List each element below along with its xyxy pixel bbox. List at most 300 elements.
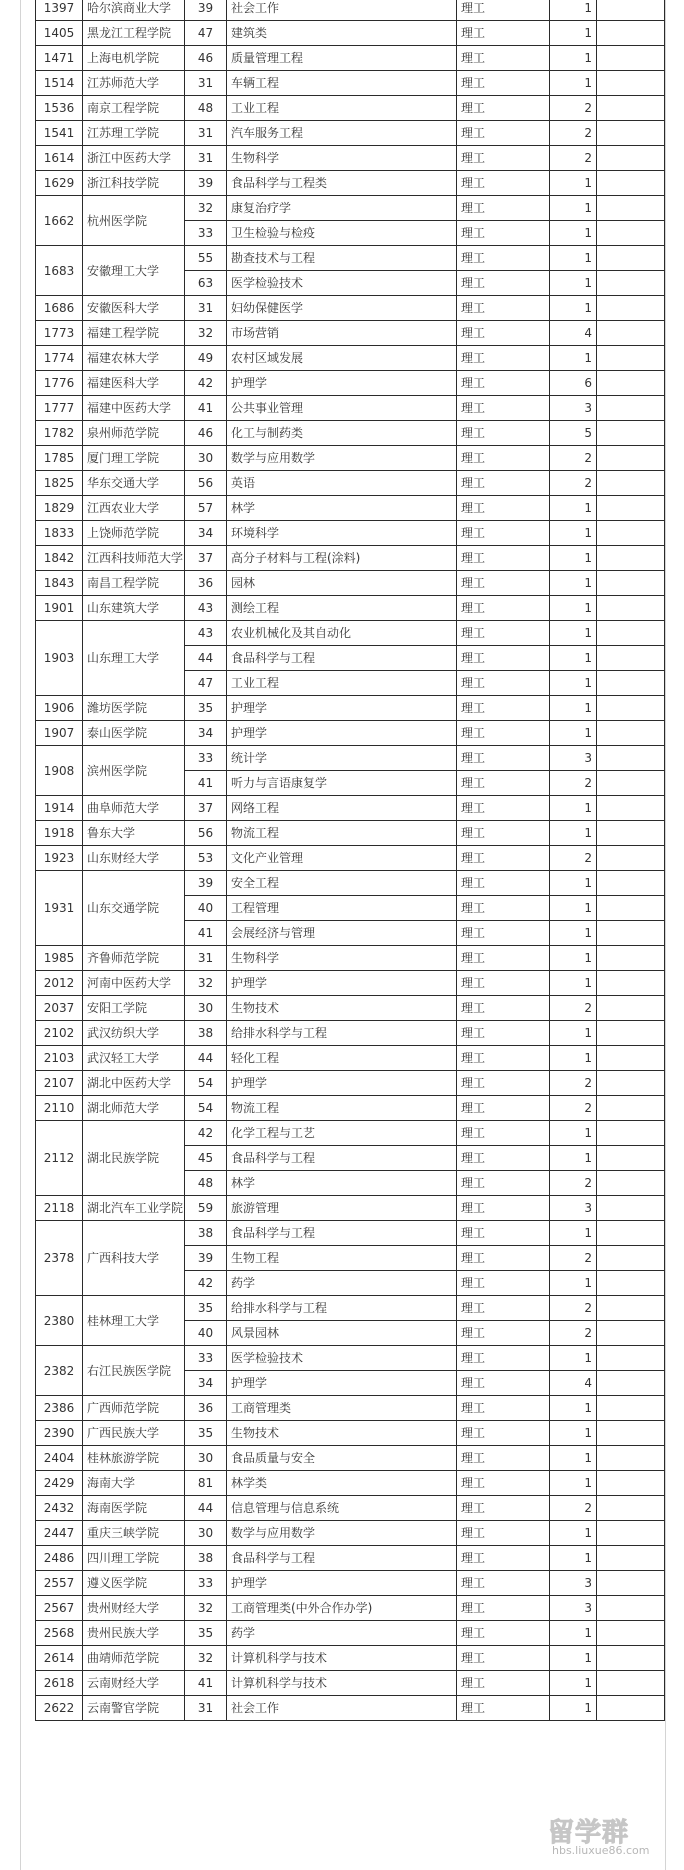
school-name-cell: 黑龙江工程学院	[83, 21, 185, 46]
plan-count-cell: 1	[550, 671, 597, 696]
major-code-cell: 33	[185, 1571, 227, 1596]
table-row	[36, 846, 665, 871]
school-code-cell: 1908	[36, 746, 83, 796]
major-code-cell: 57	[185, 496, 227, 521]
school-code-cell: 1686	[36, 296, 83, 321]
table-row	[36, 996, 665, 1021]
plan-count-cell: 1	[550, 1146, 597, 1171]
major-code-cell: 63	[185, 271, 227, 296]
plan-count-cell: 2	[550, 146, 597, 171]
table-row	[36, 371, 665, 396]
major-name-cell: 护理学	[227, 1371, 457, 1396]
category-cell: 理工	[457, 1671, 550, 1696]
school-code-cell: 1923	[36, 846, 83, 871]
category-cell: 理工	[457, 571, 550, 596]
remark-cell	[597, 1471, 665, 1496]
school-name-cell: 海南医学院	[83, 1496, 185, 1521]
remark-cell	[597, 446, 665, 471]
plan-count-cell: 1	[550, 71, 597, 96]
table-row	[36, 446, 665, 471]
school-name-cell: 滨州医学院	[83, 746, 185, 796]
major-code-cell: 38	[185, 1221, 227, 1246]
table-row	[36, 21, 665, 46]
category-cell: 理工	[457, 671, 550, 696]
school-code-cell: 1906	[36, 696, 83, 721]
major-name-cell: 物流工程	[227, 821, 457, 846]
major-name-cell: 护理学	[227, 371, 457, 396]
remark-cell	[597, 1121, 665, 1146]
remark-cell	[597, 71, 665, 96]
plan-count-cell: 1	[550, 1696, 597, 1721]
remark-cell	[597, 1421, 665, 1446]
remark-cell	[597, 346, 665, 371]
school-code-cell: 2380	[36, 1296, 83, 1346]
remark-cell	[597, 471, 665, 496]
school-code-cell: 2110	[36, 1096, 83, 1121]
plan-count-cell: 1	[550, 46, 597, 71]
remark-cell	[597, 1321, 665, 1346]
plan-count-cell: 2	[550, 1321, 597, 1346]
plan-count-cell: 3	[550, 1571, 597, 1596]
major-code-cell: 43	[185, 596, 227, 621]
category-cell: 理工	[457, 1371, 550, 1396]
plan-count-cell: 1	[550, 621, 597, 646]
school-code-cell: 2618	[36, 1671, 83, 1696]
major-name-cell: 林学	[227, 1171, 457, 1196]
remark-cell	[597, 621, 665, 646]
school-name-cell: 华东交通大学	[83, 471, 185, 496]
school-code-cell: 2103	[36, 1046, 83, 1071]
remark-cell	[597, 1246, 665, 1271]
school-code-cell: 1901	[36, 596, 83, 621]
plan-count-cell: 2	[550, 1096, 597, 1121]
major-name-cell: 护理学	[227, 1571, 457, 1596]
category-cell: 理工	[457, 196, 550, 221]
school-name-cell: 泉州师范学院	[83, 421, 185, 446]
major-code-cell: 41	[185, 396, 227, 421]
table-row	[36, 521, 665, 546]
school-code-cell: 2486	[36, 1546, 83, 1571]
table-row	[36, 1196, 665, 1221]
remark-cell	[597, 771, 665, 796]
plan-count-cell: 2	[550, 446, 597, 471]
table-row	[36, 346, 665, 371]
school-name-cell: 武汉纺织大学	[83, 1021, 185, 1046]
major-code-cell: 47	[185, 671, 227, 696]
plan-count-cell: 2	[550, 771, 597, 796]
major-code-cell: 56	[185, 471, 227, 496]
category-cell: 理工	[457, 1046, 550, 1071]
major-name-cell: 测绘工程	[227, 596, 457, 621]
school-name-cell: 福建农林大学	[83, 346, 185, 371]
plan-count-cell: 1	[550, 596, 597, 621]
remark-cell	[597, 521, 665, 546]
major-code-cell: 40	[185, 1321, 227, 1346]
major-name-cell: 旅游管理	[227, 1196, 457, 1221]
school-name-cell: 桂林旅游学院	[83, 1446, 185, 1471]
category-cell: 理工	[457, 796, 550, 821]
plan-count-cell: 2	[550, 121, 597, 146]
major-code-cell: 48	[185, 96, 227, 121]
major-name-cell: 市场营销	[227, 321, 457, 346]
category-cell: 理工	[457, 1171, 550, 1196]
category-cell: 理工	[457, 371, 550, 396]
major-name-cell: 农村区域发展	[227, 346, 457, 371]
school-code-cell: 2429	[36, 1471, 83, 1496]
category-cell: 理工	[457, 1621, 550, 1646]
school-code-cell: 1776	[36, 371, 83, 396]
plan-count-cell: 2	[550, 1171, 597, 1196]
table-row	[36, 96, 665, 121]
school-name-cell: 福建中医药大学	[83, 396, 185, 421]
plan-count-cell: 1	[550, 296, 597, 321]
remark-cell	[597, 96, 665, 121]
table-row	[36, 121, 665, 146]
major-code-cell: 34	[185, 521, 227, 546]
plan-count-cell: 1	[550, 171, 597, 196]
table-row	[36, 621, 665, 646]
school-name-cell: 广西科技大学	[83, 1221, 185, 1296]
category-cell: 理工	[457, 71, 550, 96]
school-name-cell: 杭州医学院	[83, 196, 185, 246]
school-name-cell: 曲阜师范大学	[83, 796, 185, 821]
category-cell: 理工	[457, 821, 550, 846]
admission-plan-table	[35, 0, 665, 1721]
school-code-cell: 2112	[36, 1121, 83, 1196]
major-name-cell: 英语	[227, 471, 457, 496]
school-name-cell: 上海电机学院	[83, 46, 185, 71]
category-cell: 理工	[457, 1696, 550, 1721]
major-name-cell: 林学	[227, 496, 457, 521]
plan-count-cell: 2	[550, 846, 597, 871]
watermark-url: hbs.liuxue86.com	[552, 1844, 650, 1857]
major-code-cell: 39	[185, 1246, 227, 1271]
major-code-cell: 44	[185, 646, 227, 671]
school-name-cell: 江西农业大学	[83, 496, 185, 521]
remark-cell	[597, 1621, 665, 1646]
major-code-cell: 39	[185, 0, 227, 21]
plan-count-cell: 1	[550, 1396, 597, 1421]
major-name-cell: 生物工程	[227, 1246, 457, 1271]
watermark-brand: 留学群	[548, 1818, 630, 1848]
major-code-cell: 30	[185, 996, 227, 1021]
major-code-cell: 30	[185, 1446, 227, 1471]
category-cell: 理工	[457, 471, 550, 496]
school-name-cell: 南昌工程学院	[83, 571, 185, 596]
remark-cell	[597, 1671, 665, 1696]
major-code-cell: 39	[185, 171, 227, 196]
category-cell: 理工	[457, 421, 550, 446]
table-row	[36, 1546, 665, 1571]
plan-count-cell: 3	[550, 396, 597, 421]
category-cell: 理工	[457, 121, 550, 146]
major-name-cell: 听力与言语康复学	[227, 771, 457, 796]
school-name-cell: 福建工程学院	[83, 321, 185, 346]
major-name-cell: 质量管理工程	[227, 46, 457, 71]
major-code-cell: 49	[185, 346, 227, 371]
school-name-cell: 安阳工学院	[83, 996, 185, 1021]
category-cell: 理工	[457, 21, 550, 46]
category-cell: 理工	[457, 1471, 550, 1496]
major-name-cell: 护理学	[227, 1071, 457, 1096]
remark-cell	[597, 571, 665, 596]
school-code-cell: 1833	[36, 521, 83, 546]
major-code-cell: 38	[185, 1546, 227, 1571]
remark-cell	[597, 796, 665, 821]
major-name-cell: 康复治疗学	[227, 196, 457, 221]
school-name-cell: 云南警官学院	[83, 1696, 185, 1721]
plan-count-cell: 2	[550, 996, 597, 1021]
major-name-cell: 数学与应用数学	[227, 1521, 457, 1546]
major-name-cell: 数学与应用数学	[227, 446, 457, 471]
remark-cell	[597, 296, 665, 321]
major-code-cell: 40	[185, 896, 227, 921]
major-name-cell: 信息管理与信息系统	[227, 1496, 457, 1521]
category-cell: 理工	[457, 1271, 550, 1296]
category-cell: 理工	[457, 621, 550, 646]
school-code-cell: 2107	[36, 1071, 83, 1096]
major-code-cell: 32	[185, 1646, 227, 1671]
category-cell: 理工	[457, 146, 550, 171]
school-code-cell: 2404	[36, 1446, 83, 1471]
major-name-cell: 建筑类	[227, 21, 457, 46]
school-code-cell: 1782	[36, 421, 83, 446]
school-code-cell: 1662	[36, 196, 83, 246]
major-code-cell: 33	[185, 746, 227, 771]
school-code-cell: 1774	[36, 346, 83, 371]
plan-count-cell: 1	[550, 721, 597, 746]
school-name-cell: 右江民族医学院	[83, 1346, 185, 1396]
school-name-cell: 厦门理工学院	[83, 446, 185, 471]
plan-count-cell: 1	[550, 521, 597, 546]
plan-count-cell: 2	[550, 1296, 597, 1321]
plan-count-cell: 1	[550, 946, 597, 971]
category-cell: 理工	[457, 271, 550, 296]
school-name-cell: 浙江科技学院	[83, 171, 185, 196]
school-code-cell: 2432	[36, 1496, 83, 1521]
school-code-cell: 1829	[36, 496, 83, 521]
table-row	[36, 421, 665, 446]
category-cell: 理工	[457, 46, 550, 71]
plan-count-cell: 2	[550, 471, 597, 496]
table-row	[36, 1596, 665, 1621]
remark-cell	[597, 1596, 665, 1621]
major-name-cell: 工商管理类(中外合作办学)	[227, 1596, 457, 1621]
major-name-cell: 生物技术	[227, 1421, 457, 1446]
category-cell: 理工	[457, 871, 550, 896]
school-name-cell: 山东理工大学	[83, 621, 185, 696]
major-code-cell: 35	[185, 1296, 227, 1321]
table-row	[36, 246, 665, 271]
remark-cell	[597, 1546, 665, 1571]
category-cell: 理工	[457, 1221, 550, 1246]
plan-count-cell: 1	[550, 346, 597, 371]
category-cell: 理工	[457, 846, 550, 871]
remark-cell	[597, 596, 665, 621]
major-code-cell: 32	[185, 971, 227, 996]
plan-count-cell: 1	[550, 1221, 597, 1246]
school-code-cell: 1514	[36, 71, 83, 96]
school-code-cell: 1843	[36, 571, 83, 596]
major-code-cell: 33	[185, 1346, 227, 1371]
school-code-cell: 2557	[36, 1571, 83, 1596]
school-name-cell: 南京工程学院	[83, 96, 185, 121]
plan-count-cell: 1	[550, 1646, 597, 1671]
major-code-cell: 31	[185, 946, 227, 971]
remark-cell	[597, 1521, 665, 1546]
category-cell: 理工	[457, 771, 550, 796]
major-code-cell: 33	[185, 221, 227, 246]
major-name-cell: 化学工程与工艺	[227, 1121, 457, 1146]
category-cell: 理工	[457, 346, 550, 371]
school-name-cell: 安徽理工大学	[83, 246, 185, 296]
table-row	[36, 0, 665, 21]
major-name-cell: 食品科学与工程	[227, 1146, 457, 1171]
school-name-cell: 湖北中医药大学	[83, 1071, 185, 1096]
major-name-cell: 食品质量与安全	[227, 1446, 457, 1471]
table-row	[36, 1346, 665, 1371]
major-code-cell: 31	[185, 296, 227, 321]
category-cell: 理工	[457, 0, 550, 21]
remark-cell	[597, 271, 665, 296]
remark-cell	[597, 121, 665, 146]
plan-count-cell: 2	[550, 96, 597, 121]
school-name-cell: 安徽医科大学	[83, 296, 185, 321]
school-name-cell: 山东交通学院	[83, 871, 185, 946]
plan-count-cell: 1	[550, 896, 597, 921]
plan-count-cell: 1	[550, 1446, 597, 1471]
plan-count-cell: 1	[550, 1346, 597, 1371]
table-row	[36, 1121, 665, 1146]
plan-count-cell: 1	[550, 571, 597, 596]
major-code-cell: 31	[185, 1696, 227, 1721]
school-code-cell: 1773	[36, 321, 83, 346]
major-name-cell: 给排水科学与工程	[227, 1296, 457, 1321]
plan-count-cell: 1	[550, 796, 597, 821]
major-code-cell: 42	[185, 1121, 227, 1146]
remark-cell	[597, 696, 665, 721]
school-name-cell: 桂林理工大学	[83, 1296, 185, 1346]
category-cell: 理工	[457, 1146, 550, 1171]
category-cell: 理工	[457, 246, 550, 271]
remark-cell	[597, 871, 665, 896]
school-name-cell: 福建医科大学	[83, 371, 185, 396]
major-name-cell: 护理学	[227, 721, 457, 746]
school-name-cell: 云南财经大学	[83, 1671, 185, 1696]
remark-cell	[597, 921, 665, 946]
major-code-cell: 35	[185, 1621, 227, 1646]
remark-cell	[597, 1271, 665, 1296]
major-code-cell: 37	[185, 546, 227, 571]
plan-count-cell: 1	[550, 246, 597, 271]
table-row	[36, 46, 665, 71]
remark-cell	[597, 1296, 665, 1321]
category-cell: 理工	[457, 896, 550, 921]
table-row	[36, 1646, 665, 1671]
category-cell: 理工	[457, 746, 550, 771]
remark-cell	[597, 996, 665, 1021]
school-code-cell: 2118	[36, 1196, 83, 1221]
school-code-cell: 2378	[36, 1221, 83, 1296]
school-code-cell: 1918	[36, 821, 83, 846]
major-name-cell: 护理学	[227, 971, 457, 996]
category-cell: 理工	[457, 1571, 550, 1596]
school-name-cell: 海南大学	[83, 1471, 185, 1496]
major-name-cell: 工业工程	[227, 671, 457, 696]
school-name-cell: 哈尔滨商业大学	[83, 0, 185, 21]
plan-count-cell: 1	[550, 546, 597, 571]
remark-cell	[597, 1646, 665, 1671]
plan-count-cell: 6	[550, 371, 597, 396]
remark-cell	[597, 1346, 665, 1371]
remark-cell	[597, 496, 665, 521]
major-code-cell: 34	[185, 1371, 227, 1396]
remark-cell	[597, 171, 665, 196]
category-cell: 理工	[457, 1646, 550, 1671]
plan-count-cell: 3	[550, 1596, 597, 1621]
category-cell: 理工	[457, 946, 550, 971]
remark-cell	[597, 546, 665, 571]
remark-cell	[597, 196, 665, 221]
table-row	[36, 1046, 665, 1071]
major-code-cell: 41	[185, 771, 227, 796]
remark-cell	[597, 1021, 665, 1046]
major-code-cell: 81	[185, 1471, 227, 1496]
remark-cell	[597, 46, 665, 71]
remark-cell	[597, 1221, 665, 1246]
major-code-cell: 41	[185, 1671, 227, 1696]
school-name-cell: 四川理工学院	[83, 1546, 185, 1571]
major-name-cell: 化工与制药类	[227, 421, 457, 446]
major-name-cell: 生物技术	[227, 996, 457, 1021]
school-name-cell: 上饶师范学院	[83, 521, 185, 546]
major-code-cell: 36	[185, 1396, 227, 1421]
school-code-cell: 1985	[36, 946, 83, 971]
category-cell: 理工	[457, 521, 550, 546]
category-cell: 理工	[457, 971, 550, 996]
school-name-cell: 湖北师范大学	[83, 1096, 185, 1121]
major-name-cell: 药学	[227, 1621, 457, 1646]
table-row	[36, 546, 665, 571]
remark-cell	[597, 646, 665, 671]
school-name-cell: 齐鲁师范学院	[83, 946, 185, 971]
plan-count-cell: 1	[550, 1121, 597, 1146]
category-cell: 理工	[457, 221, 550, 246]
major-name-cell: 食品科学与工程	[227, 646, 457, 671]
remark-cell	[597, 221, 665, 246]
major-code-cell: 44	[185, 1046, 227, 1071]
plan-count-cell: 1	[550, 921, 597, 946]
major-name-cell: 风景园林	[227, 1321, 457, 1346]
remark-cell	[597, 1696, 665, 1721]
school-code-cell: 2382	[36, 1346, 83, 1396]
remark-cell	[597, 321, 665, 346]
major-name-cell: 食品科学与工程类	[227, 171, 457, 196]
category-cell: 理工	[457, 1071, 550, 1096]
remark-cell	[597, 821, 665, 846]
plan-count-cell: 1	[550, 1271, 597, 1296]
major-code-cell: 45	[185, 1146, 227, 1171]
school-code-cell: 2614	[36, 1646, 83, 1671]
table-row	[36, 171, 665, 196]
major-code-cell: 34	[185, 721, 227, 746]
table-body	[36, 0, 665, 1721]
school-code-cell: 1405	[36, 21, 83, 46]
remark-cell	[597, 1371, 665, 1396]
school-name-cell: 广西师范学院	[83, 1396, 185, 1421]
remark-cell	[597, 1071, 665, 1096]
table-row	[36, 1421, 665, 1446]
